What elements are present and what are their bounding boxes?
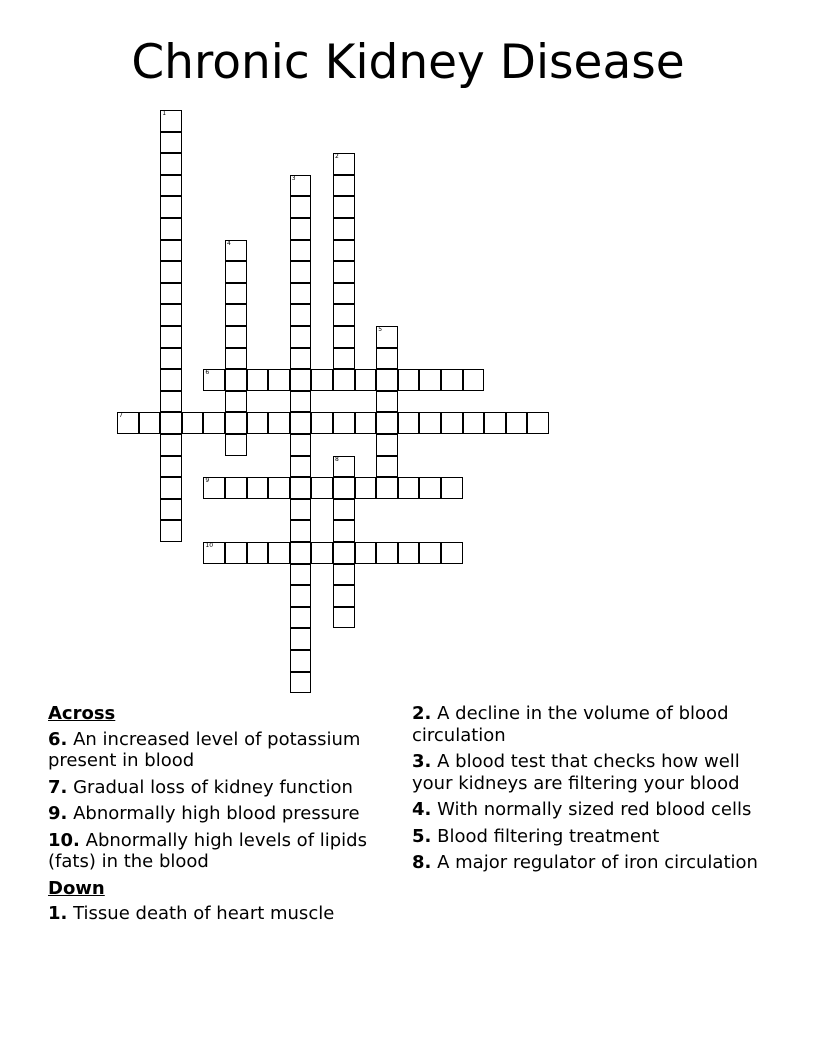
grid-cell[interactable]: [441, 412, 463, 434]
grid-cell[interactable]: [160, 326, 182, 348]
grid-cell[interactable]: [333, 175, 355, 197]
clue-across-7: 7. Gradual loss of kidney function: [48, 776, 353, 798]
grid-cell[interactable]: [333, 348, 355, 370]
grid-cell[interactable]: [333, 218, 355, 240]
grid-cell[interactable]: [225, 542, 247, 564]
grid-cell[interactable]: [333, 585, 355, 607]
grid-cell[interactable]: [333, 196, 355, 218]
grid-cell[interactable]: [333, 564, 355, 586]
grid-cell[interactable]: [333, 153, 355, 175]
cell-number: 2: [335, 153, 339, 161]
across-heading: Across: [48, 703, 116, 724]
grid-cell[interactable]: [463, 412, 485, 434]
grid-cell[interactable]: [225, 369, 247, 391]
grid-cell[interactable]: [160, 456, 182, 478]
grid-cell[interactable]: [333, 412, 355, 434]
grid-cell[interactable]: [355, 412, 377, 434]
grid-cell[interactable]: [290, 196, 312, 218]
grid-cell[interactable]: [333, 283, 355, 305]
grid-cell[interactable]: [290, 585, 312, 607]
clue-down-8: 8. A major regulator of iron circulation: [412, 852, 758, 873]
grid-cell[interactable]: [376, 391, 398, 413]
grid-cell[interactable]: [290, 283, 312, 305]
grid-cell[interactable]: [355, 542, 377, 564]
grid-cell[interactable]: [376, 456, 398, 478]
grid-cell[interactable]: [290, 499, 312, 521]
grid-cell[interactable]: [376, 434, 398, 456]
grid-cell[interactable]: [290, 240, 312, 262]
grid-cell[interactable]: [225, 477, 247, 499]
grid-cell[interactable]: [333, 520, 355, 542]
grid-cell[interactable]: [290, 477, 312, 499]
clue-across-6: 6. An increased level of potassium present in blood: [48, 728, 361, 771]
grid-cell[interactable]: [441, 542, 463, 564]
grid-cell[interactable]: [290, 607, 312, 629]
grid-cell[interactable]: [398, 369, 420, 391]
grid-cell[interactable]: [311, 412, 333, 434]
grid-cell[interactable]: [419, 542, 441, 564]
grid-cell[interactable]: [203, 477, 225, 499]
grid-cell[interactable]: [225, 434, 247, 456]
cell-number: 4: [227, 239, 231, 247]
grid-cell[interactable]: [225, 261, 247, 283]
grid-cell[interactable]: [160, 132, 182, 154]
grid-cell[interactable]: [484, 412, 506, 434]
clues-right-column: [412, 703, 768, 879]
grid-cell[interactable]: [311, 542, 333, 564]
grid-cell[interactable]: [290, 542, 312, 564]
grid-cell[interactable]: [268, 412, 290, 434]
grid-cell[interactable]: [117, 412, 139, 434]
grid-cell[interactable]: [225, 240, 247, 262]
grid-cell[interactable]: [225, 348, 247, 370]
grid-cell[interactable]: [333, 542, 355, 564]
grid-cell[interactable]: [333, 261, 355, 283]
grid-cell[interactable]: [463, 369, 485, 391]
cell-number: 7: [119, 412, 123, 420]
clue-down-1: 1. Tissue death of heart muscle: [48, 903, 335, 924]
grid-cell[interactable]: [290, 564, 312, 586]
cell-number: 5: [378, 326, 383, 333]
grid-cell[interactable]: [225, 412, 247, 434]
grid-cell[interactable]: [355, 477, 377, 499]
grid-cell[interactable]: [160, 240, 182, 262]
grid-cell[interactable]: [398, 542, 420, 564]
grid-cell[interactable]: [203, 542, 225, 564]
grid-cell[interactable]: [506, 412, 528, 434]
grid-cell[interactable]: [225, 304, 247, 326]
grid-cell[interactable]: [160, 434, 182, 456]
grid-cell[interactable]: [247, 477, 269, 499]
grid-cell[interactable]: [376, 369, 398, 391]
grid-cell[interactable]: [160, 196, 182, 218]
grid-cell[interactable]: [290, 650, 312, 672]
grid-cell[interactable]: [419, 412, 441, 434]
grid-cell[interactable]: [290, 348, 312, 370]
grid-cell[interactable]: [290, 456, 312, 478]
grid-cell[interactable]: [160, 520, 182, 542]
grid-cell[interactable]: [376, 326, 398, 348]
grid-cell[interactable]: [398, 412, 420, 434]
clue-down-5: 5. Blood filtering treatment: [412, 825, 660, 847]
grid-cell[interactable]: [160, 175, 182, 197]
grid-cell[interactable]: [290, 434, 312, 456]
grid-cell[interactable]: [333, 499, 355, 521]
grid-cell[interactable]: [333, 326, 355, 348]
grid-cell[interactable]: [268, 477, 290, 499]
grid-cell[interactable]: [355, 369, 377, 391]
grid-cell[interactable]: [160, 499, 182, 521]
grid-cell[interactable]: [376, 348, 398, 370]
cell-number: 9: [205, 477, 210, 485]
grid-cell[interactable]: [182, 412, 204, 434]
grid-cell[interactable]: [441, 369, 463, 391]
cell-number: 6: [205, 369, 210, 377]
grid-cell[interactable]: [290, 672, 312, 694]
clue-down-3: 3. A blood test that checks how well your kidneys are filtering your blood: [412, 751, 740, 794]
grid-cell[interactable]: [376, 412, 398, 434]
clue-across-9: 9. Abnormally high blood pressure: [48, 803, 360, 824]
grid-cell[interactable]: [290, 369, 312, 391]
cell-number: 3: [291, 174, 296, 182]
grid-cell[interactable]: [160, 261, 182, 283]
grid-cell[interactable]: [160, 348, 182, 370]
grid-cell[interactable]: [160, 218, 182, 240]
grid-cell[interactable]: [290, 628, 312, 650]
grid-cell[interactable]: [160, 153, 182, 175]
grid-cell[interactable]: [333, 240, 355, 262]
grid-cell[interactable]: [160, 110, 182, 132]
grid-cell[interactable]: [333, 369, 355, 391]
grid-cell[interactable]: [247, 412, 269, 434]
grid-cell[interactable]: [419, 477, 441, 499]
grid-cell[interactable]: [290, 304, 312, 326]
grid-cell[interactable]: [398, 477, 420, 499]
grid-cell[interactable]: [333, 304, 355, 326]
grid-cell[interactable]: [160, 369, 182, 391]
grid-cell[interactable]: [376, 477, 398, 499]
grid-cell[interactable]: [290, 391, 312, 413]
grid-cell[interactable]: [419, 369, 441, 391]
grid-cell[interactable]: [376, 542, 398, 564]
grid-cell[interactable]: [203, 412, 225, 434]
grid-cell[interactable]: [247, 542, 269, 564]
grid-cell[interactable]: [290, 261, 312, 283]
grid-cell[interactable]: [290, 175, 312, 197]
cell-number: 8: [335, 455, 339, 463]
grid-cell[interactable]: [441, 477, 463, 499]
grid-cell[interactable]: [225, 326, 247, 348]
grid-cell[interactable]: [333, 456, 355, 478]
grid-cell[interactable]: [527, 412, 549, 434]
grid-cell[interactable]: [247, 369, 269, 391]
clue-down-2: 2. A decline in the volume of blood circulation: [412, 703, 729, 746]
grid-cell[interactable]: [290, 218, 312, 240]
grid-cell[interactable]: [139, 412, 161, 434]
grid-cell[interactable]: [160, 391, 182, 413]
cell-number: 1: [162, 110, 167, 117]
clue-across-10: 10. Abnormally high levels of lipids (fats) in the blood: [48, 829, 367, 872]
grid-cell[interactable]: [225, 283, 247, 305]
grid-cell[interactable]: [333, 607, 355, 629]
page-title: Chronic Kidney Disease: [131, 35, 685, 90]
grid-cell[interactable]: [290, 326, 312, 348]
grid-cell[interactable]: [290, 412, 312, 434]
grid-cell[interactable]: [160, 283, 182, 305]
clues-left-column: [48, 703, 398, 930]
clue-down-4: 4. With normally sized red blood cells: [412, 799, 752, 820]
grid-cell[interactable]: [160, 412, 182, 434]
down-heading: Down: [48, 877, 105, 899]
grid-cell[interactable]: [333, 477, 355, 499]
grid-cell[interactable]: [160, 477, 182, 499]
grid-cell[interactable]: [203, 369, 225, 391]
cell-number: 10: [205, 542, 214, 549]
grid-cell[interactable]: [160, 304, 182, 326]
grid-cell[interactable]: [225, 391, 247, 413]
grid-cell[interactable]: [290, 520, 312, 542]
grid-cell[interactable]: [268, 542, 290, 564]
grid-cell[interactable]: [311, 477, 333, 499]
grid-cell[interactable]: [311, 369, 333, 391]
grid-cell[interactable]: [268, 369, 290, 391]
